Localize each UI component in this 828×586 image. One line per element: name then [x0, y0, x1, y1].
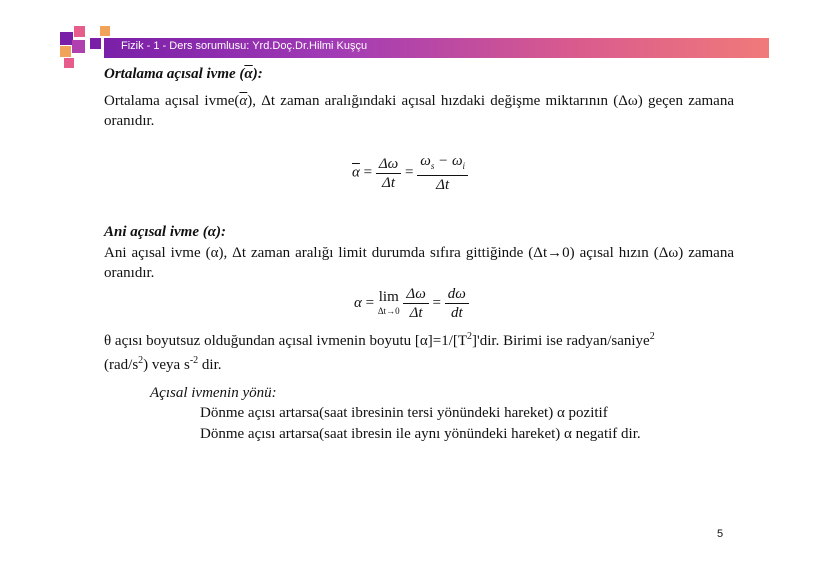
- logo-square: [74, 26, 85, 37]
- section2-heading: Ani açısal ivme (α):: [104, 224, 227, 240]
- section3-paragraph: [104, 327, 734, 375]
- eq-denominator: Δt: [436, 177, 450, 193]
- section2-paragraph: Ani açısal ivme (α), Δt zaman aralığı limit durumda sıfıra gittiğinde (Δt→0) açısal hızın (Δω) zamana oranıdır.: [104, 245, 734, 281]
- equation-instant-angular-acceleration: [354, 285, 469, 322]
- eq-numerator: dω: [445, 285, 469, 304]
- alpha-bar-symbol: $\overline{\alpha}$: [239, 93, 248, 109]
- superscript: -2: [189, 355, 199, 366]
- para-text: ]'dir. Birimi ise radyan/saniye: [472, 333, 650, 349]
- eq-denominator: dt: [450, 305, 463, 321]
- subscript: s: [430, 161, 435, 171]
- eq-fraction: [417, 152, 468, 194]
- eq-sign: =: [363, 164, 373, 181]
- eq-numerator: [417, 152, 468, 176]
- eq-limit: [378, 290, 400, 318]
- heading-text: Ortalama açısal ivme (: [104, 66, 245, 82]
- eq-fraction: [376, 155, 401, 192]
- alpha-bar-symbol: $\overline{\alpha}$: [244, 66, 253, 82]
- superscript: 2: [649, 331, 655, 342]
- logo-square: [60, 46, 71, 57]
- omega: ω: [420, 153, 431, 169]
- para-text: dir.: [198, 357, 222, 373]
- eq-lhs: $\overline{\alpha}$: [352, 164, 360, 181]
- para-text: Ortalama açısal ivme(: [104, 93, 240, 109]
- heading-text: ):: [252, 66, 263, 82]
- direction-line-negative: Dönme açısı artarsa(saat ibresin ile aynı yönündeki hareket) α negatif dir.: [200, 426, 641, 442]
- eq-denominator: Δt: [382, 174, 396, 191]
- direction-line-positive: Dönme açısı artarsa(saat ibresinin tersi yönündeki hareket) α pozitif: [200, 405, 608, 421]
- para-text: ), Δt zaman aralığındaki açısal hızdaki değişme miktarının (Δω) geçen zamana oranıdır.: [104, 93, 734, 129]
- eq-numerator: Δω: [403, 285, 428, 304]
- eq-fraction: [403, 285, 428, 322]
- page-number: 5: [717, 528, 724, 540]
- eq-numerator: Δω: [376, 155, 401, 174]
- equation-average-angular-acceleration: [352, 152, 468, 194]
- eq-sign: =: [432, 294, 442, 311]
- logo-square: [100, 26, 110, 36]
- direction-title: Açısal ivmenin yönü:: [150, 385, 277, 401]
- lim-text: lim: [378, 288, 399, 305]
- logo-square: [72, 40, 85, 53]
- header-title: Fizik - 1 - Ders sorumlusu: Yrd.Doç.Dr.Hilmi Kuşçu: [121, 40, 368, 52]
- lim-subscript: Δt→0: [377, 305, 400, 316]
- logo-square: [90, 38, 101, 49]
- para-text: (rad/s: [104, 357, 139, 373]
- superscript: 2: [138, 355, 144, 366]
- eq-sign: =: [405, 164, 414, 181]
- eq-lhs: α: [354, 294, 362, 311]
- eq-denominator: Δt: [409, 305, 423, 321]
- omega: − ω: [434, 153, 463, 169]
- subscript: i: [462, 161, 466, 171]
- eq-sign: =: [365, 294, 375, 311]
- eq-fraction: [445, 285, 469, 322]
- logo-square: [64, 58, 74, 68]
- section1-heading: [104, 66, 263, 83]
- section1-paragraph: [104, 91, 734, 131]
- superscript: 2: [467, 331, 473, 342]
- para-text: θ açısı boyutsuz olduğundan açısal ivmenin boyutu [α]=1/[T: [104, 333, 468, 349]
- para-text: ) veya s: [143, 357, 190, 373]
